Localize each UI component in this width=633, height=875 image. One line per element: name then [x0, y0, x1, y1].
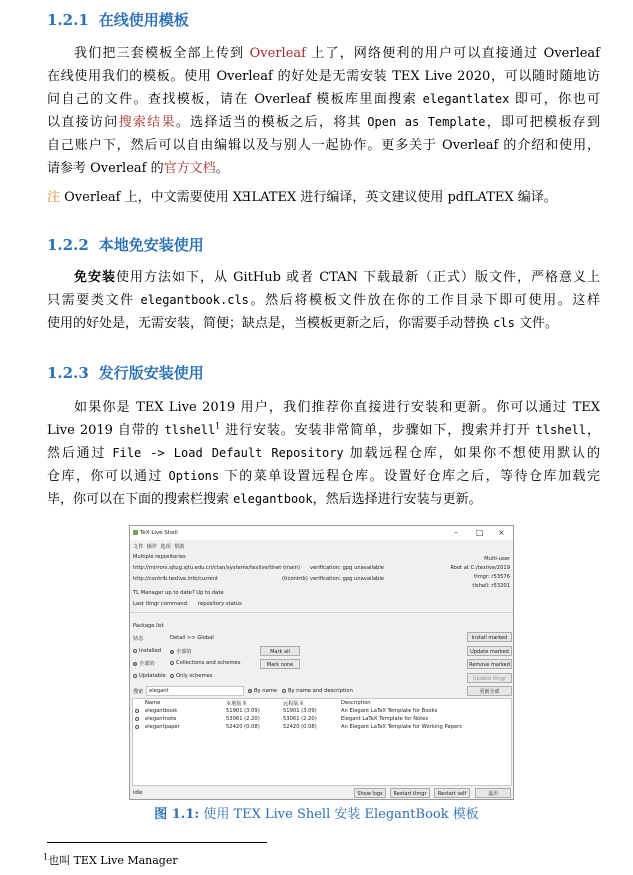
status-bar-text: Idle — [133, 790, 143, 796]
radio-icon — [282, 689, 286, 693]
section-title-local — [47, 234, 204, 255]
text-line: 在线使用我们的模板。使用 Overleaf 的好处是无需安装 TEX Live 2020，可以随时随地访 — [47, 69, 600, 84]
quit-button[interactable]: 退出 — [475, 788, 511, 798]
status-label: 状态 — [133, 636, 144, 642]
section-title-distribution — [47, 362, 204, 383]
multiple-repos-label: Multiple repositories — [133, 554, 186, 560]
radio-icon — [170, 674, 174, 678]
mark-all-button[interactable]: Mark all — [260, 646, 300, 656]
paragraph-distribution: 如果你是 TEX Live 2019 用户，我们推荐你直接进行安装和更新。你可以通过 TEX Live 2019 自带的 tlshell$^1$ 进行安装。安装非常简单，步骤如下，搜索并打开 tlshell， 然后通过 File -> Load Default Repository 加载远程仓库，如果你不想使用默认的 仓库，你可以通过 Options 下的菜单设置远程仓库。设置好仓库之后，等待仓库加载完 毕，你可以在下面的搜索栏搜索 elegantbook，然后选择进行安装与更新。 — [47, 400, 601, 507]
repo-contrib-tag: (tlcontrib) — [282, 576, 308, 582]
column-header-description[interactable]: Description — [341, 700, 371, 706]
update-marked-button[interactable]: Update marked — [467, 646, 512, 656]
text-line: 自己账户下，然后可以自由编辑以及与别人一起协作。更多关于 Overleaf 的介绍和使用， — [47, 138, 600, 153]
filter-collections[interactable]: Collections and schemes — [170, 660, 240, 666]
section-number: 1.2.1 — [47, 11, 89, 29]
menu-options[interactable]: 选项 — [160, 544, 171, 550]
status-value: Detail >> Global — [170, 635, 214, 641]
remove-marked-button[interactable]: Remove marked — [467, 659, 512, 669]
radio-icon — [133, 649, 137, 653]
column-header-remote[interactable]: 远程版本 — [283, 701, 304, 707]
caption-text: 使用 TEX Live Shell 安装 ElegantBook 模板 — [199, 807, 479, 822]
row-select-icon — [135, 725, 139, 729]
table-row[interactable] — [135, 716, 141, 722]
note-overleaf: 注 Overleaf 上，中文需要使用 XƎLATEX 进行编译，英文建议使用 pdfLATEX 编译。 — [47, 190, 557, 205]
app-icon — [133, 530, 138, 535]
figure-caption — [0, 803, 633, 822]
section-name: 本地免安装使用 — [98, 236, 204, 254]
radio-icon — [133, 662, 137, 666]
official-docs-link[interactable]: 官方文档 — [163, 161, 216, 176]
close-icon[interactable]: × — [498, 528, 505, 537]
paragraph-local: 免安装使用方法如下，从 GitHub 或者 CTAN 下载最新（正式）版文件，严格意义上 只需要类文件 elegantbook.cls。然后将模板文件放在你的工作目录下即可使用。这样 使用的好处是，无需安装，简便；缺点是，当模板更新之后，你需要手动替换 cls 文件。 — [47, 270, 600, 331]
section-name: 发行版安装使用 — [98, 364, 204, 382]
texlive-shell-window — [129, 525, 514, 800]
cell-name: elegantpaper — [145, 724, 180, 730]
minimize-icon[interactable]: – — [454, 528, 458, 537]
filter-only-schemes[interactable]: Only schemes — [170, 673, 213, 679]
footnote — [43, 852, 178, 868]
cell-local: 53061 (2.20) — [226, 716, 260, 722]
column-header-local[interactable]: 本地版本 — [226, 701, 247, 707]
repo-contrib-verify: verification: gpg unavailable — [310, 576, 384, 582]
filter-updatable[interactable]: Updatable — [133, 673, 166, 679]
package-list-label: Package list — [133, 623, 164, 629]
search-results-link[interactable]: 搜索结果 — [118, 115, 176, 130]
cell-remote: 51901 (3.09) — [283, 708, 317, 714]
caption-label: 图 1.1: — [154, 807, 200, 822]
text-line: 请参考 Overleaf 的官方文档。 — [47, 161, 229, 176]
footnote-ref: 1 — [215, 421, 221, 431]
mark-none-button[interactable]: Mark none — [260, 659, 300, 669]
repo-contrib-url: http://contrib.texlive.info/current — [133, 576, 218, 582]
table-row[interactable] — [135, 724, 141, 730]
row-select-icon — [135, 717, 139, 721]
cell-description: An Elegant LaTeX Template for Working Papers — [341, 724, 462, 730]
window-title: TeX Live Shell — [140, 530, 178, 536]
divider — [130, 612, 513, 613]
tlshell-version: tlshell: r53201 — [472, 583, 510, 589]
tlmgr-version: tlmgr: r53576 — [474, 574, 510, 580]
cell-name: elegantnote — [145, 716, 177, 722]
section-number: 1.2.3 — [47, 364, 89, 382]
menu-bar — [133, 543, 185, 550]
filter-installed[interactable]: Installed — [133, 648, 161, 654]
tl-manager-status: TL Manager up to date? Up to date — [133, 590, 224, 596]
repo-main-verify: verification: gpg unavailable — [310, 565, 384, 571]
radio-icon — [248, 689, 252, 693]
filter-all-detail[interactable]: 全部的 — [170, 648, 192, 655]
update-tlmgr-button[interactable]: Update tlmgr — [467, 673, 512, 683]
cell-description: Elegant LaTeX Template for Notes — [341, 716, 429, 722]
menu-help[interactable]: 帮助 — [174, 544, 185, 550]
maximize-icon[interactable]: □ — [476, 528, 484, 537]
menu-actions[interactable]: 操作 — [146, 544, 158, 550]
filter-all-global[interactable]: 全部的 — [133, 660, 155, 667]
cell-local: 51901 (3.09) — [226, 708, 260, 714]
search-by-name-desc[interactable]: By name and description — [282, 688, 353, 694]
footnote-mark: 1 — [43, 852, 49, 862]
search-by-name[interactable]: By name — [248, 688, 277, 694]
cell-remote: 53061 (2.20) — [283, 716, 317, 722]
text-line: 以直接访问搜索结果。选择适当的模板之后，将其 Open as Template，即可把模板存到 — [47, 115, 600, 130]
search-label: 搜索 — [133, 689, 144, 695]
repo-main-url: http://mirrors.sjtug.sjtu.edu.cn/ctan/systems/texlive/tlnet (main) — [133, 565, 300, 571]
radio-icon — [170, 650, 174, 654]
column-header-name[interactable]: Name — [145, 700, 161, 706]
radio-icon — [170, 661, 174, 665]
table-row[interactable] — [135, 708, 141, 714]
paragraph-online — [47, 42, 600, 180]
cell-local: 52420 (0.08) — [226, 724, 260, 730]
install-marked-button[interactable]: Install marked — [467, 632, 512, 642]
radio-icon — [133, 674, 137, 678]
restart-tlmgr-button[interactable]: Restart tlmgr — [390, 788, 430, 798]
section-name: 在线使用模板 — [98, 11, 189, 29]
last-cmd-value: repository status — [198, 601, 242, 607]
root-label: Root at C:/texlive/2019 — [450, 565, 510, 571]
section-title-online — [47, 9, 189, 30]
section-number: 1.2.2 — [47, 236, 89, 254]
multi-user-label: Multi-user — [484, 556, 510, 562]
update-all-button[interactable]: 更新全部 — [467, 686, 512, 696]
restart-self-button[interactable]: Restart self — [434, 788, 470, 798]
last-cmd-label: Last tlmgr command: — [133, 601, 189, 607]
cell-remote: 52420 (0.08) — [283, 724, 317, 730]
cell-name: elegantbook — [145, 708, 178, 714]
footnote-rule — [47, 842, 267, 843]
row-select-icon — [135, 709, 139, 713]
overleaf-link[interactable]: Overleaf — [249, 46, 306, 61]
search-input[interactable]: elegant — [146, 686, 244, 696]
window-titlebar — [130, 526, 513, 540]
cell-description: An Elegant LaTeX Template for Books — [341, 708, 438, 714]
show-logs-button[interactable]: Show logs — [354, 788, 386, 798]
note-mark: 注 — [47, 190, 61, 205]
package-table — [132, 698, 512, 786]
menu-file[interactable]: 文件 — [133, 544, 144, 550]
text-line: 问自己的文件。查找模板，请在 Overleaf 模板库里面搜索 elegantlatex 即可，你也可 — [47, 92, 600, 107]
footnote-text: 也叫 TEX Live Manager — [48, 854, 178, 867]
text-line: 我们把三套模板全部上传到 Overleaf 上了，网络便利的用户可以直接通过 Overleaf — [74, 46, 600, 61]
